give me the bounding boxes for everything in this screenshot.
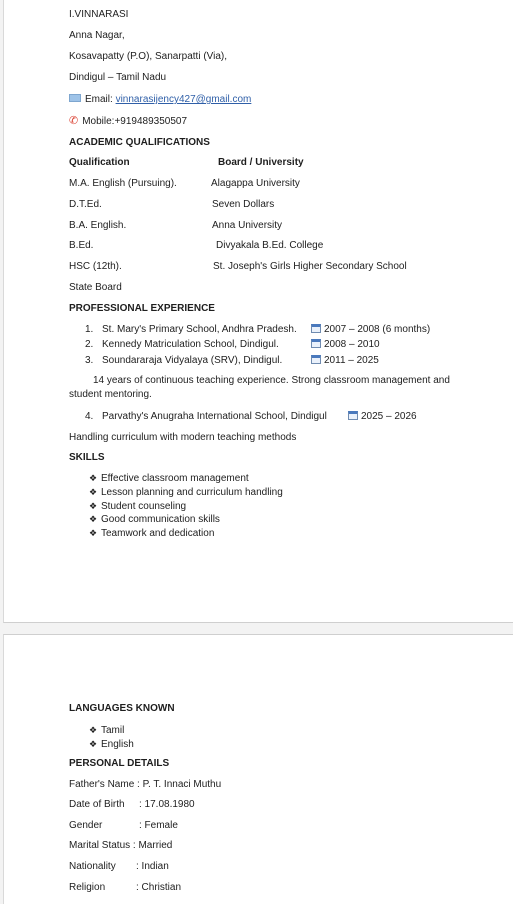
marital-status: Marital Status : Married [69,840,173,851]
fathers-name: Father's Name : P. T. Innaci Muthu [69,779,222,790]
skill-item [89,527,214,540]
diamond-bullet-icon: ❖ [89,501,98,511]
skill-item [89,513,220,526]
gender-label: Gender [69,820,103,831]
experience-school: St. Mary's Primary School, Andhra Pradesh. [102,324,297,335]
period-text: 2025 – 2026 [361,411,417,422]
board-cell: Seven Dollars [212,199,275,210]
skill-item [89,472,249,485]
calendar-icon [311,324,321,333]
document-page-1 [3,0,513,623]
academic-heading: ACADEMIC QUALIFICATIONS [69,137,210,148]
board-cell: Anna University [212,220,283,231]
email-link[interactable]: vinnarasijency427@gmail.com [115,94,252,105]
address-line-1: Anna Nagar, [69,30,125,41]
language-text: English [101,739,134,750]
experience-heading: PROFESSIONAL EXPERIENCE [69,303,215,314]
skill-item [89,500,186,513]
qualification-cell: B.A. English. [69,220,127,231]
envelope-icon [69,94,81,102]
phone-icon: ✆ [69,115,79,127]
language-item [89,724,124,737]
qualification-cell: M.A. English (Pursuing). [69,178,177,189]
skill-text: Teamwork and dedication [101,528,215,539]
dob-label: Date of Birth [69,799,125,810]
skill-text: Lesson planning and curriculum handling [101,487,283,498]
calendar-icon [311,339,321,348]
experience-note: Handling curriculum with modern teaching methods [69,432,297,443]
experience-period [310,355,379,367]
experience-period [347,411,417,423]
period-text: 2008 – 2010 [324,339,380,350]
qualification-cell: D.T.Ed. [69,199,102,210]
religion-label: Religion [69,882,106,893]
experience-school: Parvathy's Anugraha International School, Dindigul [102,411,327,422]
experience-period [310,324,430,336]
skill-item [89,486,283,499]
board-column-header: Board / University [218,157,304,168]
board-cell: Alagappa University [211,178,300,189]
document-page-2 [3,634,513,904]
diamond-bullet-icon: ❖ [89,739,98,749]
skill-text: Effective classroom management [101,473,249,484]
skills-heading: SKILLS [69,452,105,463]
mobile-row [69,115,187,128]
experience-number: 2. [85,339,94,350]
board-note: State Board [69,282,122,293]
experience-period [310,339,380,351]
diamond-bullet-icon: ❖ [89,487,98,497]
email-label: Email: [85,94,113,105]
skill-text: Student counseling [101,501,187,512]
board-cell: Divyakala B.Ed. College [216,240,324,251]
religion-value: : Christian [136,882,182,893]
candidate-name: I.VINNARASI [69,9,129,20]
languages-heading: LANGUAGES KNOWN [69,703,175,714]
mobile-text: Mobile:+919489350507 [82,116,188,127]
experience-summary-line-2: student mentoring. [69,389,152,400]
calendar-icon [311,355,321,364]
board-cell: St. Joseph's Girls Higher Secondary School [213,261,407,272]
experience-number: 1. [85,324,94,335]
period-text: 2007 – 2008 (6 months) [324,324,431,335]
personal-heading: PERSONAL DETAILS [69,758,170,769]
email-row [69,94,251,106]
diamond-bullet-icon: ❖ [89,725,98,735]
skill-text: Good communication skills [101,514,220,525]
diamond-bullet-icon: ❖ [89,473,98,483]
nationality-value: : Indian [136,861,169,872]
period-text: 2011 – 2025 [324,355,379,366]
diamond-bullet-icon: ❖ [89,528,98,538]
experience-school: Soundararaja Vidyalaya (SRV), Dindigul. [102,355,283,366]
dob-value: : 17.08.1980 [139,799,195,810]
calendar-icon [348,411,358,420]
qualification-cell: HSC (12th). [69,261,122,272]
address-line-3: Dindigul – Tamil Nadu [69,72,167,83]
experience-number: 4. [85,411,94,422]
gender-value: : Female [139,820,178,831]
nationality-label: Nationality [69,861,116,872]
qualification-column-header: Qualification [69,157,130,168]
address-line-2: Kosavapatty (P.O), Sanarpatti (Via), [69,51,228,62]
qualification-cell: B.Ed. [69,240,94,251]
experience-number: 3. [85,355,94,366]
diamond-bullet-icon: ❖ [89,514,98,524]
language-text: Tamil [101,725,125,736]
language-item [89,738,134,751]
experience-summary-line-1: 14 years of continuous teaching experience. Strong classroom management and [93,375,450,386]
experience-school: Kennedy Matriculation School, Dindigul. [102,339,279,350]
